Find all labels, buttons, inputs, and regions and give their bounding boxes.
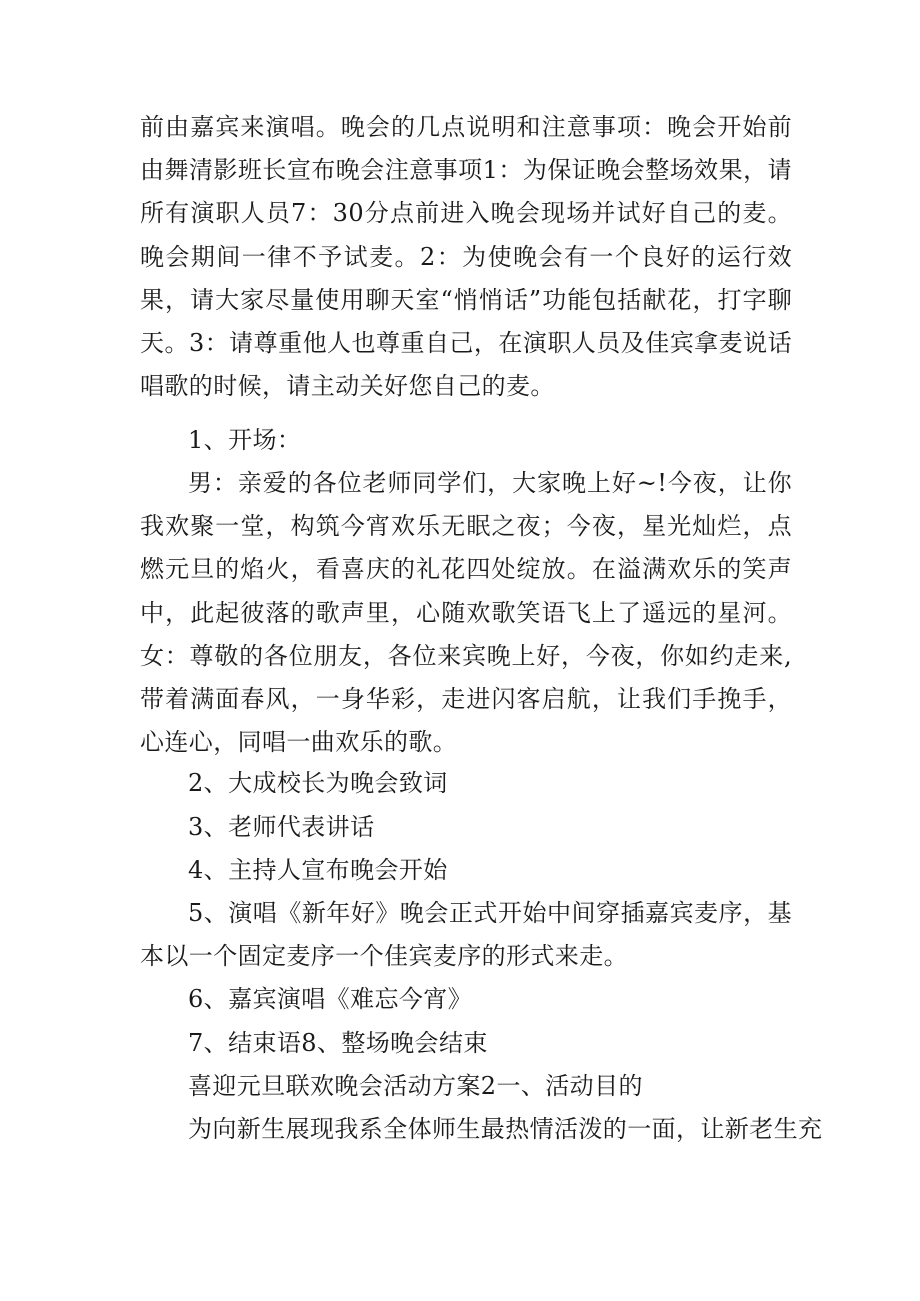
item-teacher-speech: 3、老师代表讲话	[188, 813, 375, 841]
paragraph-purpose-start: 为向新生展现我系全体师生最热情活泼的一面，让新老生充	[188, 1115, 823, 1143]
item-guest-song: 6、嘉宾演唱《难忘今宵》	[188, 985, 473, 1013]
paragraph-host-speech: 男：亲爱的各位老师同学们，大家晚上好~!今夜，让你我欢聚一堂，构筑今宵欢乐无眠之夜；今夜，星光灿烂，点燃元旦的焰火，看喜庆的礼花四处绽放。在溢满欢乐的笑声中，此起彼落的歌声里，心随欢歌笑语飞上了遥远的星河。女：尊敬的各位朋友，各位来宾晚上好，今夜，你如约走来,带着满面春风，一身华彩，走进闪客启航，让我们手挽手，心连心，同唱一曲欢乐的歌。	[140, 469, 792, 757]
item-closing: 7、结束语8、整场晚会结束	[188, 1029, 488, 1057]
paragraph-song-new-year: 5、演唱《新年好》晚会正式开始中间穿插嘉宾麦序，基本以一个固定麦序一个佳宾麦序的形式来走。	[140, 899, 792, 971]
section-title-plan-2: 喜迎元旦联欢晚会活动方案2一、活动目的	[188, 1072, 643, 1100]
item-opening: 1、开场：	[188, 426, 302, 454]
item-host-announce: 4、主持人宣布晚会开始	[188, 856, 448, 884]
item-principal-speech: 2、大成校长为晚会致词	[188, 769, 448, 797]
paragraph-notes: 前由嘉宾来演唱。晚会的几点说明和注意事项：晚会开始前由舞清影班长宣布晚会注意事项1：为保证晚会整场效果，请所有演职人员7：30分点前进入晚会现场并试好自己的麦。晚会期间一律不予试麦。2：为使晚会有一个良好的运行效果，请大家尽量使用聊天室“悄悄话”功能包括献花，打字聊天。3：请尊重他人也尊重自己，在演职人员及佳宾拿麦说话唱歌的时候，请主动关好您自己的麦。	[140, 113, 792, 401]
